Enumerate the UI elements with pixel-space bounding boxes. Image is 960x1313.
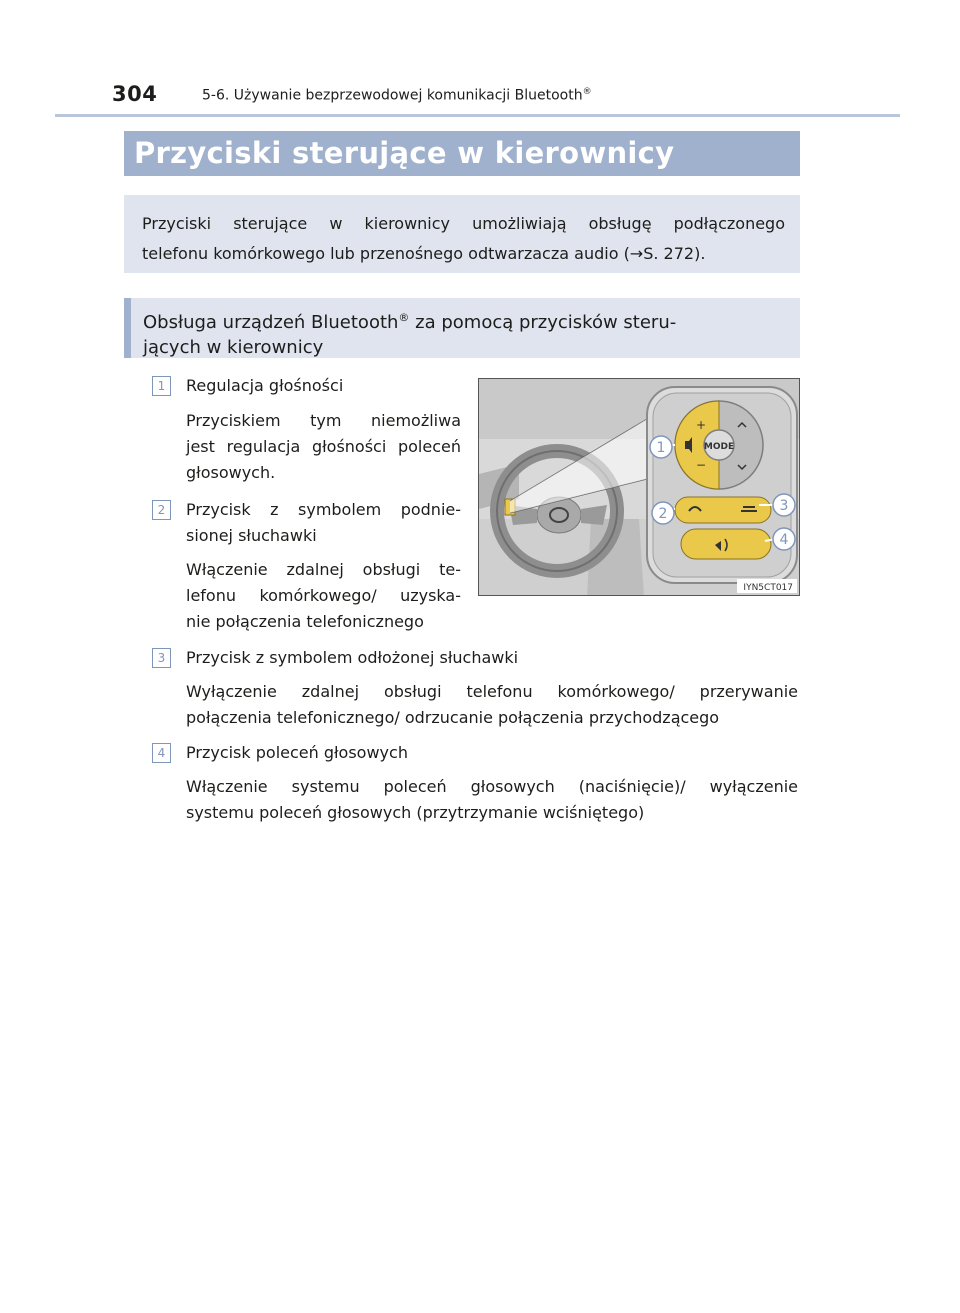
item-title: Regulacja głośności <box>186 376 344 395</box>
item-desc-line: jest regulacja głośności poleceń <box>186 437 461 456</box>
item-title: sionej słuchawki <box>186 526 317 545</box>
page-number: 304 <box>112 82 158 106</box>
section-header: 5-6. Używanie bezprzewodowej komunikacji Bluetooth® <box>202 87 592 104</box>
callout-1-label: 1 <box>656 440 666 456</box>
steering-wheel-figure <box>478 378 800 596</box>
callout-2-label: 2 <box>658 506 668 522</box>
item-number-badge: 4 <box>152 743 171 763</box>
title-bar <box>124 131 800 176</box>
item-number-badge: 1 <box>152 376 171 396</box>
mode-label: MODE <box>703 442 735 452</box>
item-desc-line: Włączenie zdalnej obsługi te- <box>186 560 461 579</box>
item-desc-line: Przyciskiem tym niemożliwa <box>186 411 461 430</box>
item-desc-line: Wyłączenie zdalnej obsługi telefonu komórkowego/ przerywanie <box>186 682 798 701</box>
steering-wheel-illustration <box>479 379 800 596</box>
item-desc-line: połączenia telefonicznego/ odrzucanie połączenia przychodzącego <box>186 708 720 727</box>
subsection-line-2: jących w kierownicy <box>143 337 324 358</box>
item-title: Przycisk poleceń głosowych <box>186 743 408 762</box>
intro-line-2: telefonu komórkowego lub przenośnego odtwarzacza audio (→S. 272). <box>142 244 706 263</box>
item-title: Przycisk z symbolem podnie- <box>186 500 461 519</box>
figure-code: IYN5CT017 <box>743 583 793 593</box>
callout-3-label: 3 <box>779 498 789 514</box>
callout-4-label: 4 <box>779 532 789 548</box>
subsection-heading <box>124 298 800 358</box>
page-title: Przyciski sterujące w kierownicy <box>134 136 675 170</box>
item-desc-line: nie połączenia telefonicznego <box>186 612 424 631</box>
item-title: Przycisk z symbolem odłożonej słuchawki <box>186 648 519 667</box>
svg-text:+: + <box>695 418 707 432</box>
svg-text:−: − <box>695 458 707 472</box>
item-number-badge: 2 <box>152 500 171 520</box>
subsection-line-1: Obsługa urządzeń Bluetooth® za pomocą przycisków steru- <box>143 311 677 333</box>
intro-box <box>124 195 800 273</box>
item-number-badge: 3 <box>152 648 171 668</box>
header-divider <box>55 114 900 117</box>
item-desc-line: Włączenie systemu poleceń głosowych (naciśnięcie)/ wyłączenie <box>186 777 798 796</box>
item-desc-line: lefonu komórkowego/ uzyska- <box>186 586 461 605</box>
intro-line-1: Przyciski sterujące w kierownicy umożliwiają obsługę podłączonego <box>142 214 785 233</box>
item-desc-line: systemu poleceń głosowych (przytrzymanie wciśniętego) <box>186 803 645 822</box>
item-desc-line: głosowych. <box>186 463 276 482</box>
